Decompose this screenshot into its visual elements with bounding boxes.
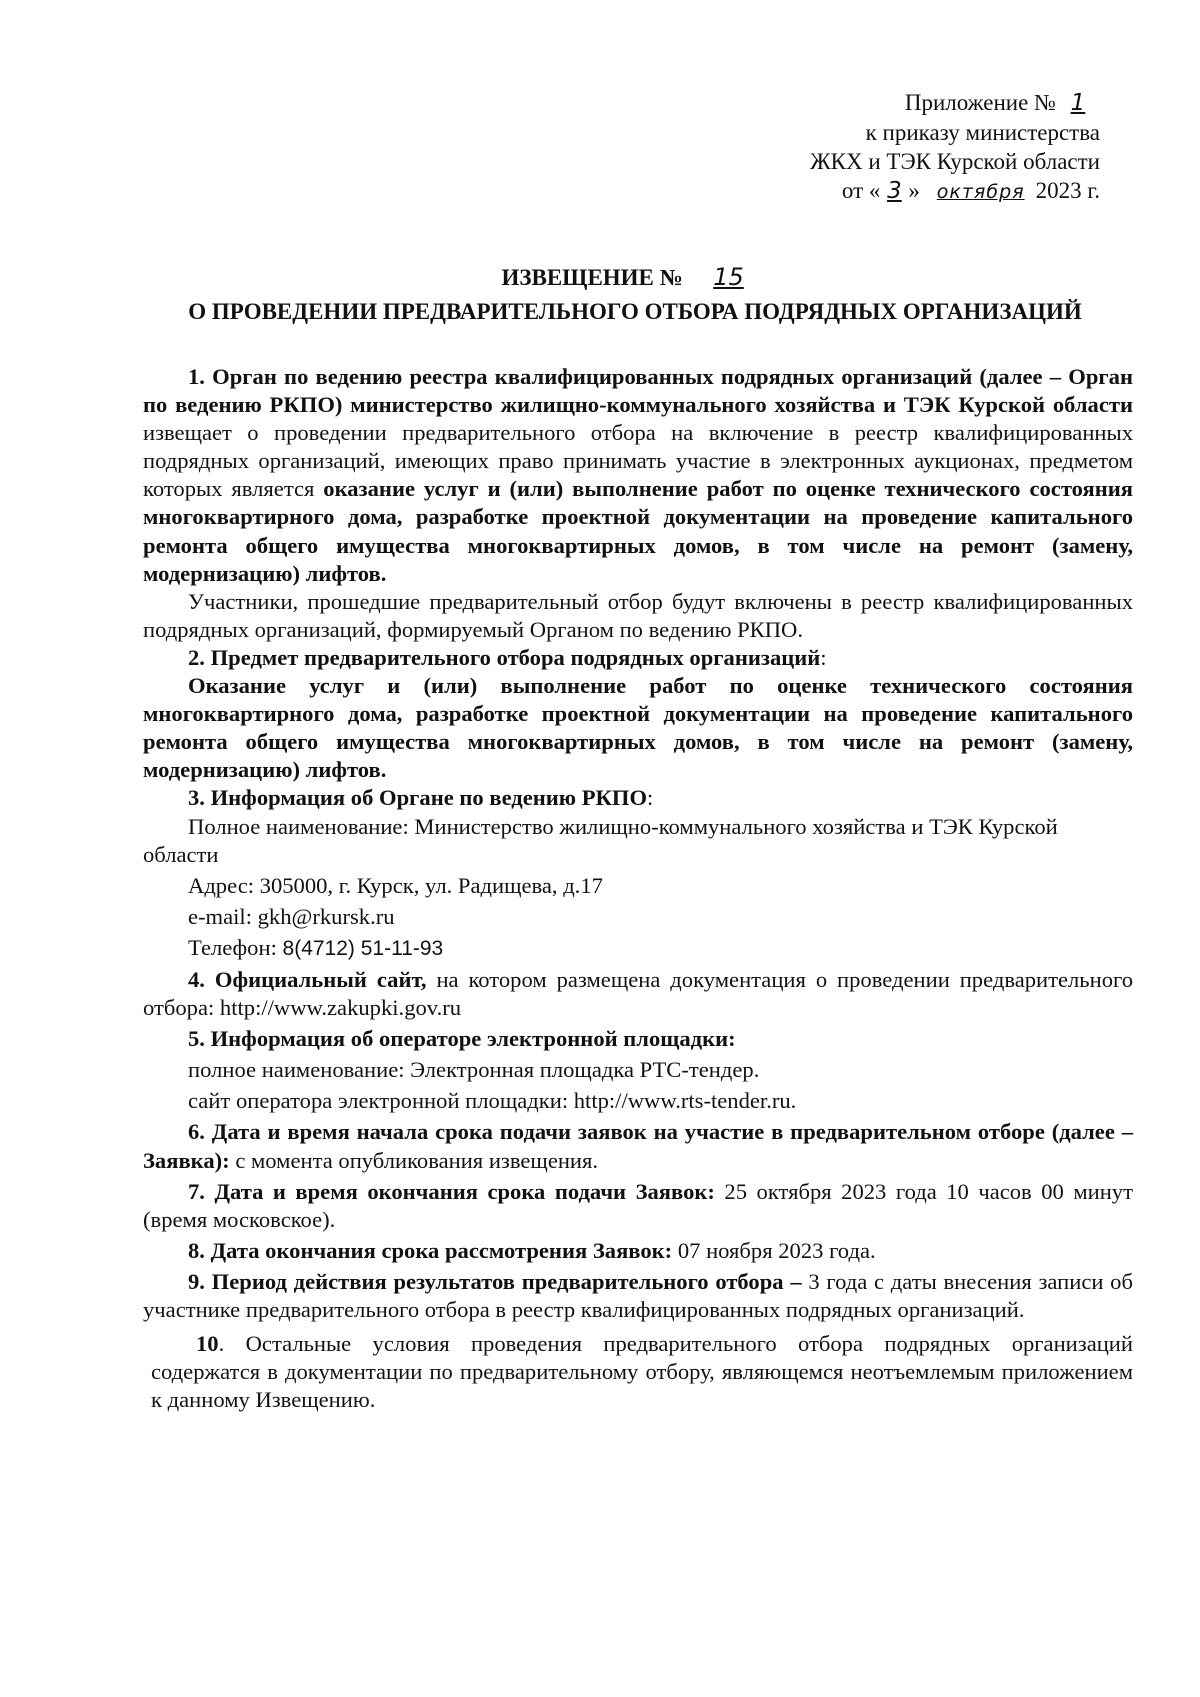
section-5-heading: 5. Информация об операторе электронной площадки: [188,1026,736,1052]
section-3-email: e-mail: gkh@rkursk.ru [188,903,395,929]
section-5-site: сайт оператора электронной площадки: http://www.rts-tender.ru. [188,1088,797,1114]
document-subtitle: О ПРОВЕДЕНИИ ПРЕДВАРИТЕЛЬНОГО ОТБОРА ПОДРЯДНЫХ ОРГАНИЗАЦИЙ [188,299,1082,324]
handwritten-notice-number: 15 [713,263,744,291]
section-3-address: Адрес: 305000, г. Курск, ул. Радищева, д.17 [188,872,603,898]
section-3-heading: 3. Информация об Органе по ведению РКПО: [188,785,654,811]
document-body [143,363,1133,1414]
appendix-date-line: от « 3 » октября 2023 г. [760,176,1100,207]
section-2-text: Оказание услуг и (или) выполнение работ по оценке технического состояния многоквартирного дома, разработке проектной документации на проведение капитального ремонта общего имущества многоквартирных домов, в том числе на ремонт (замену, модернизацию) лифтов. [143,673,1133,783]
appendix-line-2: к приказу министерства [865,120,1100,145]
section-6: 6. Дата и время начала срока подачи заявок на участие в предварительном отборе (далее – Заявка): с момента опубликования извещения. [143,1119,1133,1173]
handwritten-appendix-number: 1 [1070,90,1086,116]
document-title: ИЗВЕЩЕНИЕ № 15 [140,262,1130,293]
section-4: 4. Официальный сайт, на котором размещена документация о проведении предварительного отбора: http://www.zakupki.gov.ru [143,966,1133,1021]
section-9: 9. Период действия результатов предварительного отбора – 3 года с даты внесения записи об участнике предварительного отбора в реестр квалифицированных подрядных организаций. [143,1268,1133,1322]
section-5-name: полное наименование: Электронная площадка РТС-тендер. [188,1057,760,1083]
handwritten-month: октября [936,181,1025,203]
appendix-line-1: Приложение № 1 [760,88,1100,118]
appendix-header [760,88,1100,207]
handwritten-day: 3 [887,178,902,204]
section-1: 1. Орган по ведению реестра квалифицированных подрядных организаций (далее – Орган по ведению РКПО) министерство жилищно-коммунального хозяйства и ТЭК Курской области извещает о проведении предварительного отбора на включение в реестр квалифицированных подрядных организаций, имеющих право принимать участие в электронных аукционах, предметом которых является оказание услуг и (или) выполнение работ по оценке технического состояния многоквартирного дома, разработке проектной документации на проведение капитального ремонта общего имущества многоквартирных домов, в том числе на ремонт (замену, модернизацию) лифтов. [143,364,1133,586]
section-3-phone: Телефон: 8(4712) 51-11-93 [188,934,444,960]
section-8: 8. Дата окончания срока рассмотрения Заявок: 07 ноября 2023 года. [188,1237,876,1263]
section-10: 10. Остальные условия проведения предварительного отбора подрядных организаций содержатся в документации по предварительному отбору, являющемся неотъемлемым приложением к данному Извещению. [151,1331,1133,1413]
section-7: 7. Дата и время окончания срока подачи Заявок: 25 октября 2023 года 10 часов 00 минут (время московское). [143,1178,1133,1232]
appendix-line-3: ЖКХ и ТЭК Курской области [810,149,1100,174]
section-3-full-name: Полное наименование: Министерство жилищно-коммунального хозяйства и ТЭК Курской области [143,813,1058,867]
section-2-heading: 2. Предмет предварительного отбора подрядных организаций: [188,644,827,670]
section-1-participants: Участники, прошедшие предварительный отбор будут включены в реестр квалифицированных подрядных организаций, формируемый Органом по ведению РКПО. [143,588,1133,642]
